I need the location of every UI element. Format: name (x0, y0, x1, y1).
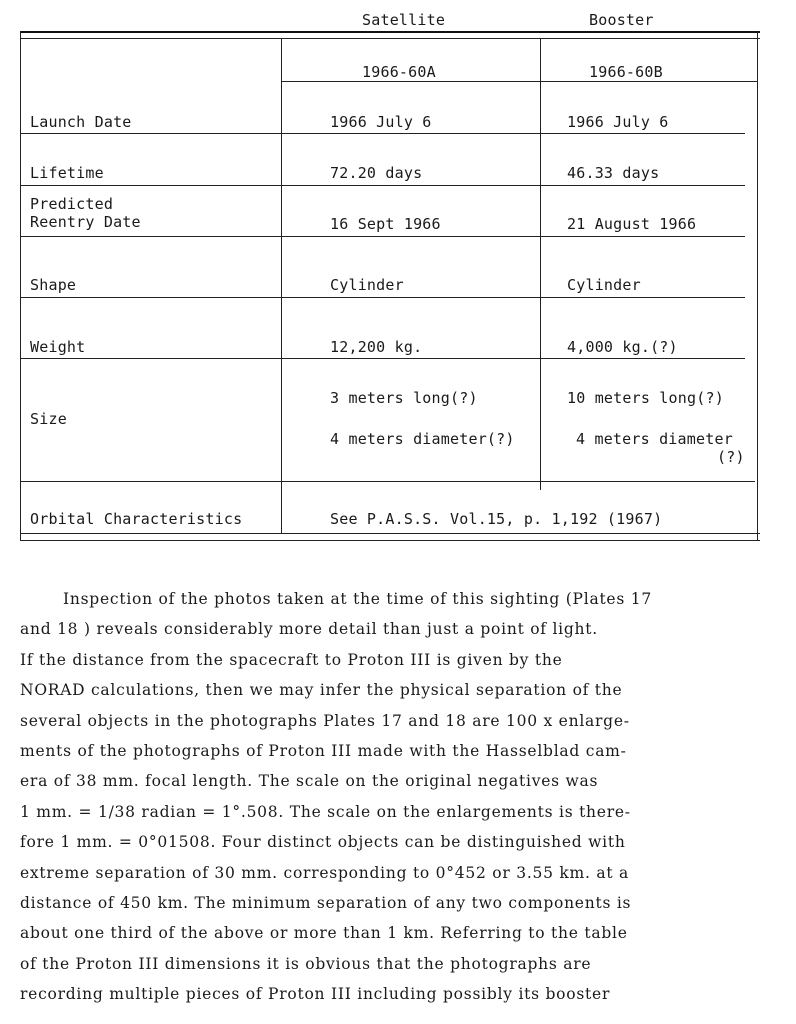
body-paragraph (20, 584, 790, 1009)
shape-booster: Cylinder (567, 276, 641, 294)
paragraph-line: If the distance from the spacecraft to Proton III is given by the (20, 650, 563, 669)
paragraph-line: about one third of the above or more than 1 km. Referring to the table (20, 924, 628, 943)
table-bottom-rule-inner (20, 540, 760, 541)
row-rule-shape (20, 297, 745, 298)
size-satellite-diameter: 4 meters diameter(?) (330, 430, 515, 448)
orbital-characteristics-reference: See P.A.S.S. Vol.15, p. 1,192 (1967) (330, 510, 663, 528)
paragraph-line: Inspection of the photos taken at the time of this sighting (Plates 17 (63, 590, 652, 608)
paragraph-line: era of 38 mm. focal length. The scale on the original negatives was (20, 772, 599, 791)
size-booster-diameter: 4 meters diameter (576, 430, 733, 448)
row-rule-reentry (20, 236, 745, 237)
reentry-date-booster: 21 August 1966 (567, 215, 697, 233)
row-label-orbital-characteristics: Orbital Characteristics (30, 510, 243, 528)
paragraph-line: recording multiple pieces of Proton III including possibly its booster (20, 985, 611, 1004)
paragraph-line: ments of the photographs of Proton III made with the Hasselblad cam- (20, 741, 627, 760)
table-top-rule (20, 31, 760, 33)
table-column-divider-2 (540, 38, 541, 490)
table-bottom-rule (20, 533, 760, 534)
lifetime-satellite: 72.20 days (330, 164, 423, 182)
row-label-reentry-date: Predicted Reentry Date (30, 195, 141, 231)
designation-satellite: 1966-60A (362, 63, 436, 81)
size-booster-diameter-note: (?) (717, 448, 745, 466)
row-label-weight: Weight (30, 338, 86, 356)
paragraph-line: NORAD calculations, then we may infer the physical separation of the (20, 681, 623, 700)
weight-booster: 4,000 kg.(?) (567, 338, 678, 356)
paragraph-line: distance of 450 km. The minimum separation of any two components is (20, 893, 632, 912)
size-satellite-length: 3 meters long(?) (330, 389, 478, 407)
table-left-border (20, 31, 21, 540)
paragraph-line: several objects in the photographs Plates 17 and 18 are 100 x enlarge- (20, 711, 630, 730)
paragraph-line: and 18 ) reveals considerably more detail than just a point of light. (20, 620, 598, 639)
paragraph-line: 1 mm. = 1/38 radian = 1°.508. The scale on the enlargements is there- (20, 802, 631, 821)
reentry-date-satellite: 16 Sept 1966 (330, 215, 441, 233)
designation-booster: 1966-60B (589, 63, 663, 81)
row-label-size: Size (30, 410, 67, 428)
row-rule-size (20, 481, 755, 482)
header-satellite: Satellite (362, 11, 446, 29)
header-booster: Booster (589, 11, 654, 29)
paragraph-line: fore 1 mm. = 0°01508. Four distinct objects can be distinguished with (20, 833, 626, 852)
shape-satellite: Cylinder (330, 276, 404, 294)
table-top-rule-inner (20, 38, 760, 39)
row-rule-launch (20, 133, 745, 134)
table-right-border (757, 31, 758, 540)
table-column-divider-1 (281, 38, 282, 533)
row-label-launch-date: Launch Date (30, 113, 132, 131)
row-label-shape: Shape (30, 276, 77, 294)
size-booster-length: 10 meters long(?) (567, 389, 724, 407)
paragraph-line: of the Proton III dimensions it is obvious that the photographs are (20, 954, 592, 973)
lifetime-booster: 46.33 days (567, 164, 660, 182)
row-rule-weight (20, 358, 745, 359)
launch-date-satellite: 1966 July 6 (330, 113, 432, 131)
designation-rule (282, 81, 758, 82)
row-rule-lifetime (20, 185, 745, 186)
paragraph-line: extreme separation of 30 mm. corresponding to 0°452 or 3.55 km. at a (20, 863, 629, 882)
row-label-lifetime: Lifetime (30, 164, 104, 182)
launch-date-booster: 1966 July 6 (567, 113, 669, 131)
weight-satellite: 12,200 kg. (330, 338, 423, 356)
